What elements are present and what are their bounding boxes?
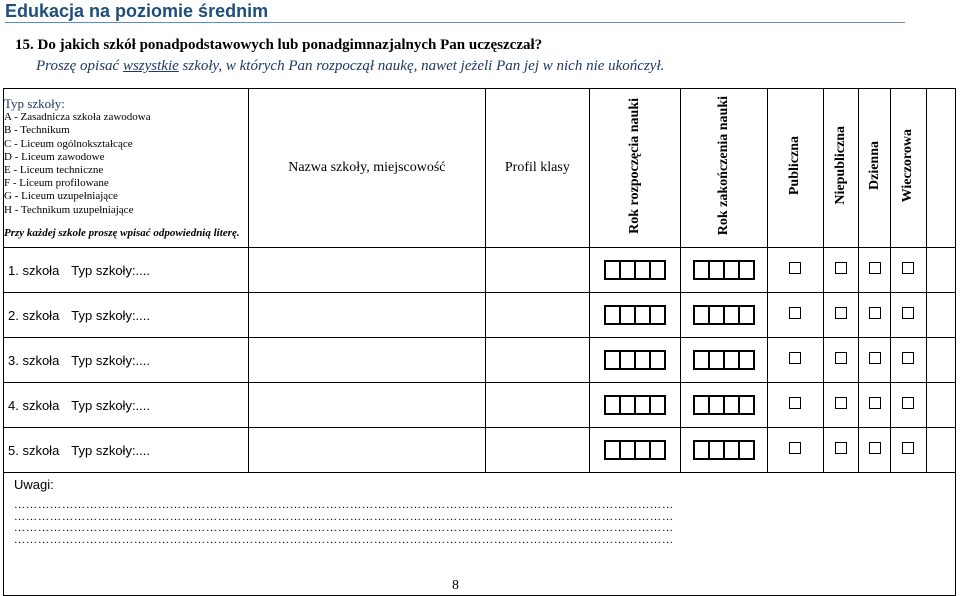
public-checkbox[interactable] — [789, 307, 801, 319]
header-end-year — [680, 89, 768, 248]
profile-field[interactable] — [485, 248, 589, 293]
end-year-field[interactable] — [680, 428, 768, 473]
nonpublic-cell — [823, 383, 858, 428]
question-instruction — [36, 58, 664, 75]
digit-box[interactable] — [738, 440, 755, 460]
digit-box[interactable] — [738, 395, 755, 415]
table-row — [4, 383, 956, 428]
table-row — [4, 248, 956, 293]
remarks-label: Uwagi: — [14, 477, 54, 492]
school-type-legend — [4, 89, 249, 248]
header-school-name: Nazwa szkoły, miejscowość — [249, 89, 486, 248]
school-name-field[interactable] — [249, 338, 486, 383]
digit-box[interactable] — [649, 440, 666, 460]
instruction-emphasis: wszystkie — [122, 58, 179, 74]
digit-box[interactable] — [649, 395, 666, 415]
digit-box[interactable] — [738, 350, 755, 370]
nonpublic-checkbox[interactable] — [835, 397, 847, 409]
evening-cell — [891, 428, 926, 473]
public-checkbox[interactable] — [789, 442, 801, 454]
legend-item: F - Liceum profilowane — [4, 177, 109, 190]
nonpublic-cell — [823, 293, 858, 338]
remarks-line[interactable]: ………………………………………………………………………………………………………………………………………………… — [14, 534, 674, 546]
evening-checkbox[interactable] — [902, 397, 914, 409]
end-year-field[interactable] — [680, 293, 768, 338]
school-type-field[interactable]: Typ szkoły:.... — [71, 248, 248, 293]
start-year-field[interactable] — [589, 428, 680, 473]
page-number: 8 — [452, 578, 459, 593]
legend-item: C - Liceum ogólnokształcące — [4, 137, 133, 150]
row-label: 4. szkoła — [4, 383, 72, 428]
evening-cell — [891, 383, 926, 428]
public-cell — [768, 338, 823, 383]
evening-cell — [891, 293, 926, 338]
school-type-field[interactable]: Typ szkoły:.... — [71, 338, 248, 383]
row-label: 3. szkoła — [4, 338, 72, 383]
day-checkbox[interactable] — [869, 262, 881, 274]
title-divider — [5, 22, 905, 23]
digit-box[interactable] — [738, 305, 755, 325]
row-label: 2. szkoła — [4, 293, 72, 338]
remarks-field[interactable] — [4, 473, 956, 596]
nonpublic-checkbox[interactable] — [835, 352, 847, 364]
digit-box[interactable] — [649, 305, 666, 325]
school-name-field[interactable] — [249, 428, 486, 473]
day-checkbox[interactable] — [869, 352, 881, 364]
header-nonpublic — [823, 89, 858, 248]
school-name-field[interactable] — [249, 293, 486, 338]
header-start-year — [589, 89, 680, 248]
legend-label: Typ szkoły: — [4, 96, 65, 112]
start-year-field[interactable] — [589, 383, 680, 428]
table-row — [4, 338, 956, 383]
school-type-field[interactable]: Typ szkoły:.... — [71, 383, 248, 428]
evening-cell — [891, 338, 926, 383]
digit-box[interactable] — [738, 260, 755, 280]
nonpublic-checkbox[interactable] — [835, 307, 847, 319]
start-year-field[interactable] — [589, 338, 680, 383]
day-cell — [858, 293, 890, 338]
day-cell — [858, 383, 890, 428]
remarks-row — [4, 473, 956, 596]
school-name-field[interactable] — [249, 383, 486, 428]
end-year-field[interactable] — [680, 338, 768, 383]
schools-table — [3, 88, 956, 596]
table-row — [4, 293, 956, 338]
day-cell — [858, 338, 890, 383]
header-profile: Profil klasy — [485, 89, 589, 248]
nonpublic-cell — [823, 428, 858, 473]
day-cell — [858, 248, 890, 293]
legend-item: B - Technikum — [4, 124, 70, 137]
end-year-field[interactable] — [680, 248, 768, 293]
evening-checkbox[interactable] — [902, 262, 914, 274]
header-day-label: Dzienna — [866, 141, 882, 190]
row-spacer — [926, 428, 955, 473]
header-start-year-label: Rok rozpoczęcia nauki — [626, 97, 642, 234]
legend-item: E - Liceum techniczne — [4, 164, 104, 176]
digit-box[interactable] — [649, 350, 666, 370]
legend-item: G - Liceum uzupełniające — [4, 190, 118, 203]
row-spacer — [926, 293, 955, 338]
evening-cell — [891, 248, 926, 293]
row-label: 1. szkoła — [4, 248, 72, 293]
header-day — [858, 89, 890, 248]
school-name-field[interactable] — [249, 248, 486, 293]
nonpublic-checkbox[interactable] — [835, 262, 847, 274]
row-spacer — [926, 248, 955, 293]
school-type-field[interactable]: Typ szkoły:.... — [71, 428, 248, 473]
remarks-line[interactable]: ………………………………………………………………………………………………………………………………………………… — [14, 511, 674, 523]
public-cell — [768, 383, 823, 428]
day-checkbox[interactable] — [869, 307, 881, 319]
start-year-field[interactable] — [589, 293, 680, 338]
start-year-field[interactable] — [589, 248, 680, 293]
header-end-year-label: Rok zakończenia nauki — [715, 95, 731, 236]
public-checkbox[interactable] — [789, 262, 801, 274]
day-checkbox[interactable] — [869, 397, 881, 409]
public-checkbox[interactable] — [789, 352, 801, 364]
header-evening-label: Wieczorowa — [900, 128, 916, 203]
nonpublic-cell — [823, 248, 858, 293]
public-cell — [768, 293, 823, 338]
header-nonpublic-label: Niepubliczna — [832, 126, 848, 205]
profile-field[interactable] — [485, 338, 589, 383]
header-public — [768, 89, 823, 248]
legend-item: D - Liceum zawodowe — [4, 150, 105, 163]
table-row — [4, 428, 956, 473]
table-header-row — [4, 89, 956, 248]
instruction-post: szkoły, w których Pan rozpoczął naukę, nawet jeżeli Pan jej w nich nie ukończył. — [178, 58, 665, 74]
end-year-field[interactable] — [680, 383, 768, 428]
school-type-field[interactable]: Typ szkoły:.... — [71, 293, 248, 338]
remarks-line[interactable]: ………………………………………………………………………………………………………………………………………………… — [14, 523, 674, 534]
nonpublic-cell — [823, 338, 858, 383]
row-spacer — [926, 383, 955, 428]
public-cell — [768, 248, 823, 293]
evening-checkbox[interactable] — [902, 307, 914, 319]
nonpublic-checkbox[interactable] — [835, 442, 847, 454]
remarks-line[interactable]: ………………………………………………………………………………………………………………………………………………… — [14, 500, 674, 511]
legend-item: H - Technikum uzupełniające — [4, 203, 134, 216]
profile-field[interactable] — [485, 428, 589, 473]
public-checkbox[interactable] — [789, 397, 801, 409]
legend-item: A - Zasadnicza szkoła zawodowa — [4, 111, 151, 124]
instruction-pre: Proszę opisać — [36, 58, 123, 74]
evening-checkbox[interactable] — [902, 352, 914, 364]
row-spacer — [926, 338, 955, 383]
day-cell — [858, 428, 890, 473]
profile-field[interactable] — [485, 383, 589, 428]
profile-field[interactable] — [485, 293, 589, 338]
header-public-label: Publiczna — [787, 135, 803, 196]
section-title: Edukacja na poziomie średnim — [5, 1, 269, 21]
day-checkbox[interactable] — [869, 442, 881, 454]
public-cell — [768, 428, 823, 473]
legend-note: Przy każdej szkole proszę wpisać odpowiednią literę. — [4, 226, 240, 239]
header-evening — [891, 89, 926, 248]
row-label: 5. szkoła — [4, 428, 72, 473]
question-text: 15. Do jakich szkół ponadpodstawowych lub ponadgimnazjalnych Pan uczęszczał? — [15, 37, 543, 53]
digit-box[interactable] — [649, 260, 666, 280]
evening-checkbox[interactable] — [902, 442, 914, 454]
header-spacer — [926, 89, 955, 248]
